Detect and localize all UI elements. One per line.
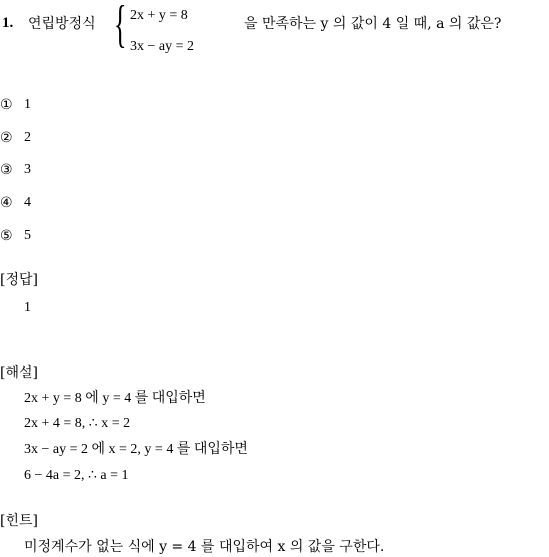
explanation-label: [해설] — [0, 365, 38, 381]
choice-value: 3 — [24, 162, 31, 177]
answer-value: 1 — [24, 300, 31, 315]
choice-marker: ② — [0, 130, 13, 146]
hint-label: [힌트] — [0, 513, 38, 529]
question-prefix: 연립방정식 — [28, 16, 96, 32]
choice-value: 4 — [24, 195, 31, 210]
choice-value: 5 — [24, 228, 31, 243]
explanation-line: 3x − ay = 2 에 x = 2, y = 4 를 대입하면 — [24, 442, 248, 457]
choice-marker: ③ — [0, 162, 13, 178]
hint-text: 미정계수가 없는 식에 y = 4 를 대입하여 x 의 값을 구한다. — [24, 539, 385, 555]
choice-value: 1 — [24, 97, 31, 112]
system-equation-1: 2x + y = 8 — [130, 8, 188, 23]
choice-marker: ⑤ — [0, 228, 13, 244]
system-brace: { — [114, 0, 127, 53]
answer-label: [정답] — [0, 272, 38, 288]
question-suffix: 을 만족하는 y 의 값이 4 일 때, a 의 값은? — [244, 16, 502, 32]
choice-marker: ① — [0, 97, 13, 113]
explanation-line: 2x + y = 8 에 y = 4 를 대입하면 — [24, 391, 206, 406]
explanation-line: 6 − 4a = 2, ∴ a = 1 — [24, 468, 129, 483]
explanation-line: 2x + 4 = 8, ∴ x = 2 — [24, 416, 131, 431]
choice-marker: ④ — [0, 195, 13, 211]
system-equation-2: 3x − ay = 2 — [130, 39, 195, 54]
question-number: 1. — [2, 15, 14, 31]
choice-value: 2 — [24, 130, 31, 145]
